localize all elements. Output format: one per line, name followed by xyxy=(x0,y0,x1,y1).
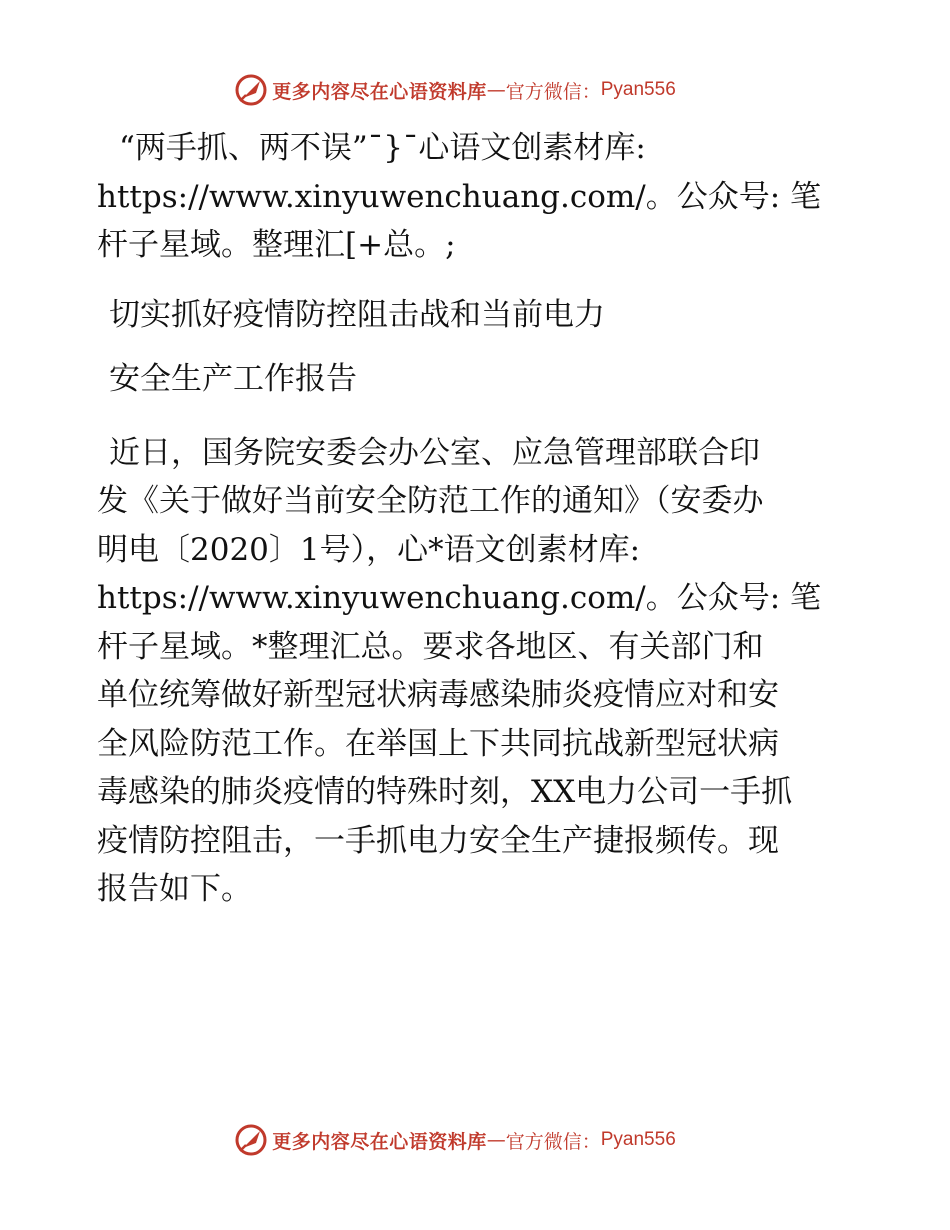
quill-logo-icon xyxy=(234,1123,268,1157)
document-title-line: 安全生产工作报告 xyxy=(109,361,357,397)
text-line: “两手抓、两不误”ˉ}ˉ心语文创素材库: xyxy=(119,130,646,166)
text-line: https://www.xinyuwenchuang.com/。公众号: 笔 xyxy=(97,580,822,616)
text-line: 全风险防范工作。在举国上下共同抗战新型冠状病 xyxy=(97,725,779,762)
text-line: 杆子星域。整理汇[+总。; xyxy=(97,227,456,263)
banner-main-text: 更多内容尽在心语资料库 xyxy=(272,1130,487,1153)
intro-paragraph xyxy=(97,124,867,270)
text-line: 单位统筹做好新型冠状病毒感染肺炎疫情应对和安 xyxy=(97,677,779,713)
body-paragraph xyxy=(97,429,867,914)
text-line: 近日，国务院安委会办公室、应急管理部联合印 xyxy=(109,434,760,471)
banner-main-text: 更多内容尽在心语资料库 xyxy=(272,80,487,103)
text-line: 明电〔2020〕1号），心*语文创素材库: xyxy=(97,531,641,568)
banner-separator: — xyxy=(486,79,506,101)
footer-banner xyxy=(0,1120,950,1160)
document-body xyxy=(97,124,867,914)
text-line: https://www.xinyuwenchuang.com/。公众号: 笔 xyxy=(97,178,822,215)
title-paragraph xyxy=(97,291,867,340)
text-line: 毒感染的肺炎疫情的特殊时刻，XX电力公司一手抓 xyxy=(97,774,793,810)
text-line: 疫情防控阻击，一手抓电力安全生产捷报频传。现 xyxy=(97,822,779,859)
banner-wechat-label: 官方微信： xyxy=(505,1130,601,1153)
text-line: 杆子星域。*整理汇总。要求各地区、有关部门和 xyxy=(97,628,764,665)
text-line: 报告如下。 xyxy=(97,871,252,907)
text-line: 发《关于做好当前安全防范工作的通知》（安委办 xyxy=(97,483,764,519)
document-title-line: 切实抓好疫情防控阻击战和当前电力 xyxy=(109,296,605,333)
banner-wechat-id: Pyan556 xyxy=(600,79,676,100)
quill-logo-icon xyxy=(234,73,268,107)
header-banner xyxy=(0,70,950,110)
banner-wechat-id: Pyan556 xyxy=(600,1129,676,1150)
banner-wechat-label: 官方微信： xyxy=(505,80,601,103)
banner-separator: — xyxy=(486,1129,506,1151)
title-paragraph-2 xyxy=(97,355,867,404)
